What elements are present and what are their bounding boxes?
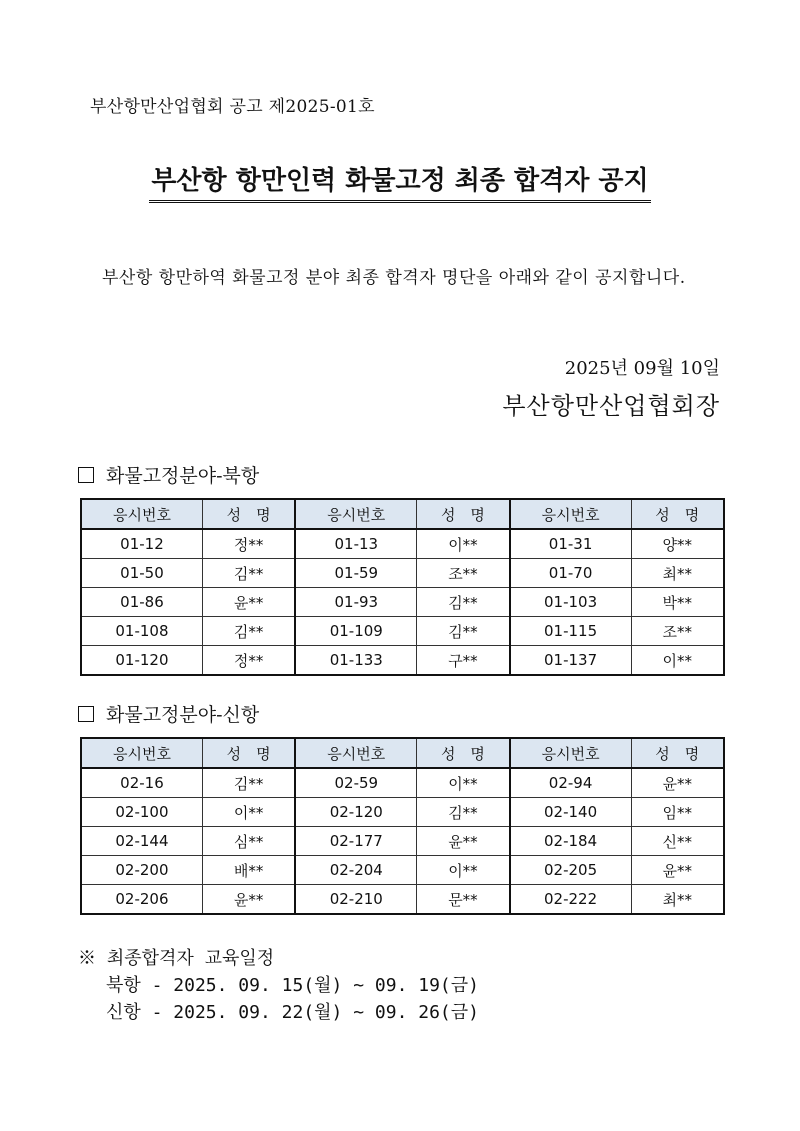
name-cell: 김** <box>417 588 510 617</box>
page-title-text: 부산항 항만인력 화물고정 최종 합격자 공지 <box>149 160 650 203</box>
section-title-bukhang <box>78 461 259 488</box>
header-name: 성 명 <box>631 499 724 529</box>
exam-number-cell: 02-177 <box>295 827 416 856</box>
name-cell: 문** <box>417 885 510 915</box>
notice-date: 2025년 09월 10일 <box>564 358 720 379</box>
name-cell: 심** <box>202 827 295 856</box>
header-name: 성 명 <box>417 499 510 529</box>
exam-number-cell: 02-144 <box>81 827 202 856</box>
education-schedule <box>106 972 479 1026</box>
table-row <box>81 617 724 646</box>
table-header-row <box>81 499 724 529</box>
exam-number-cell: 02-206 <box>81 885 202 915</box>
name-cell: 구** <box>417 646 510 676</box>
roster-table-sinhang <box>80 737 725 915</box>
exam-number-cell: 02-204 <box>295 856 416 885</box>
header-exam-no: 응시번호 <box>295 738 416 768</box>
name-cell: 이** <box>631 646 724 676</box>
name-cell: 윤** <box>202 588 295 617</box>
exam-number-cell: 02-59 <box>295 768 416 798</box>
name-cell: 양** <box>631 529 724 559</box>
table-row <box>81 588 724 617</box>
exam-number-cell: 01-137 <box>510 646 631 676</box>
exam-number-cell: 01-108 <box>81 617 202 646</box>
checkbox-icon <box>78 467 94 483</box>
page-title <box>0 160 800 203</box>
name-cell: 윤** <box>417 827 510 856</box>
education-line-bukhang: 북항 - 2025. 09. 15(월) ~ 09. 19(금) <box>106 975 479 996</box>
exam-number-cell: 02-222 <box>510 885 631 915</box>
section-title-text: 화물고정분야-신항 <box>106 704 260 726</box>
exam-number-cell: 01-93 <box>295 588 416 617</box>
exam-number-cell: 02-184 <box>510 827 631 856</box>
notice-number: 부산항만산업협회 공고 제2025-01호 <box>90 97 375 117</box>
exam-number-cell: 02-200 <box>81 856 202 885</box>
exam-number-cell: 01-13 <box>295 529 416 559</box>
name-cell: 신** <box>631 827 724 856</box>
header-exam-no: 응시번호 <box>510 499 631 529</box>
exam-number-cell: 01-103 <box>510 588 631 617</box>
name-cell: 정** <box>202 529 295 559</box>
exam-number-cell: 01-133 <box>295 646 416 676</box>
name-cell: 이** <box>417 529 510 559</box>
header-exam-no: 응시번호 <box>510 738 631 768</box>
name-cell: 김** <box>202 617 295 646</box>
name-cell: 정** <box>202 646 295 676</box>
name-cell: 박** <box>631 588 724 617</box>
name-cell: 윤** <box>631 856 724 885</box>
section-title-text: 화물고정분야-북항 <box>106 465 260 487</box>
table-row <box>81 827 724 856</box>
education-line-sinhang: 신항 - 2025. 09. 22(월) ~ 09. 26(금) <box>106 1002 479 1023</box>
table-row <box>81 885 724 915</box>
exam-number-cell: 02-140 <box>510 798 631 827</box>
name-cell: 김** <box>202 559 295 588</box>
exam-number-cell: 01-109 <box>295 617 416 646</box>
header-exam-no: 응시번호 <box>295 499 416 529</box>
name-cell: 김** <box>417 617 510 646</box>
name-cell: 조** <box>631 617 724 646</box>
exam-number-cell: 01-120 <box>81 646 202 676</box>
header-exam-no: 응시번호 <box>81 499 202 529</box>
exam-number-cell: 01-59 <box>295 559 416 588</box>
exam-number-cell: 02-100 <box>81 798 202 827</box>
table-row <box>81 768 724 798</box>
name-cell: 김** <box>417 798 510 827</box>
exam-number-cell: 01-70 <box>510 559 631 588</box>
header-name: 성 명 <box>631 738 724 768</box>
exam-number-cell: 01-115 <box>510 617 631 646</box>
exam-number-cell: 01-31 <box>510 529 631 559</box>
name-cell: 최** <box>631 559 724 588</box>
header-name: 성 명 <box>202 738 295 768</box>
name-cell: 이** <box>417 768 510 798</box>
name-cell: 김** <box>202 768 295 798</box>
education-schedule-title: ※ 최종합격자 교육일정 <box>78 948 275 969</box>
intro-paragraph: 부산항 항만하역 화물고정 분야 최종 합격자 명단을 아래와 같이 공지합니다. <box>102 268 686 288</box>
roster-table-bukhang <box>80 498 725 676</box>
name-cell: 이** <box>417 856 510 885</box>
table-row <box>81 646 724 676</box>
header-name: 성 명 <box>202 499 295 529</box>
exam-number-cell: 01-12 <box>81 529 202 559</box>
table-row <box>81 856 724 885</box>
section-title-sinhang <box>78 700 259 727</box>
exam-number-cell: 02-210 <box>295 885 416 915</box>
name-cell: 최** <box>631 885 724 915</box>
table-row <box>81 529 724 559</box>
exam-number-cell: 01-50 <box>81 559 202 588</box>
exam-number-cell: 01-86 <box>81 588 202 617</box>
exam-number-cell: 02-205 <box>510 856 631 885</box>
header-exam-no: 응시번호 <box>81 738 202 768</box>
name-cell: 윤** <box>202 885 295 915</box>
name-cell: 이** <box>202 798 295 827</box>
table-header-row <box>81 738 724 768</box>
name-cell: 조** <box>417 559 510 588</box>
name-cell: 윤** <box>631 768 724 798</box>
table-row <box>81 798 724 827</box>
checkbox-icon <box>78 706 94 722</box>
exam-number-cell: 02-16 <box>81 768 202 798</box>
exam-number-cell: 02-120 <box>295 798 416 827</box>
name-cell: 배** <box>202 856 295 885</box>
exam-number-cell: 02-94 <box>510 768 631 798</box>
signer-title: 부산항만산업협회장 <box>502 392 720 420</box>
name-cell: 임** <box>631 798 724 827</box>
header-name: 성 명 <box>417 738 510 768</box>
table-row <box>81 559 724 588</box>
